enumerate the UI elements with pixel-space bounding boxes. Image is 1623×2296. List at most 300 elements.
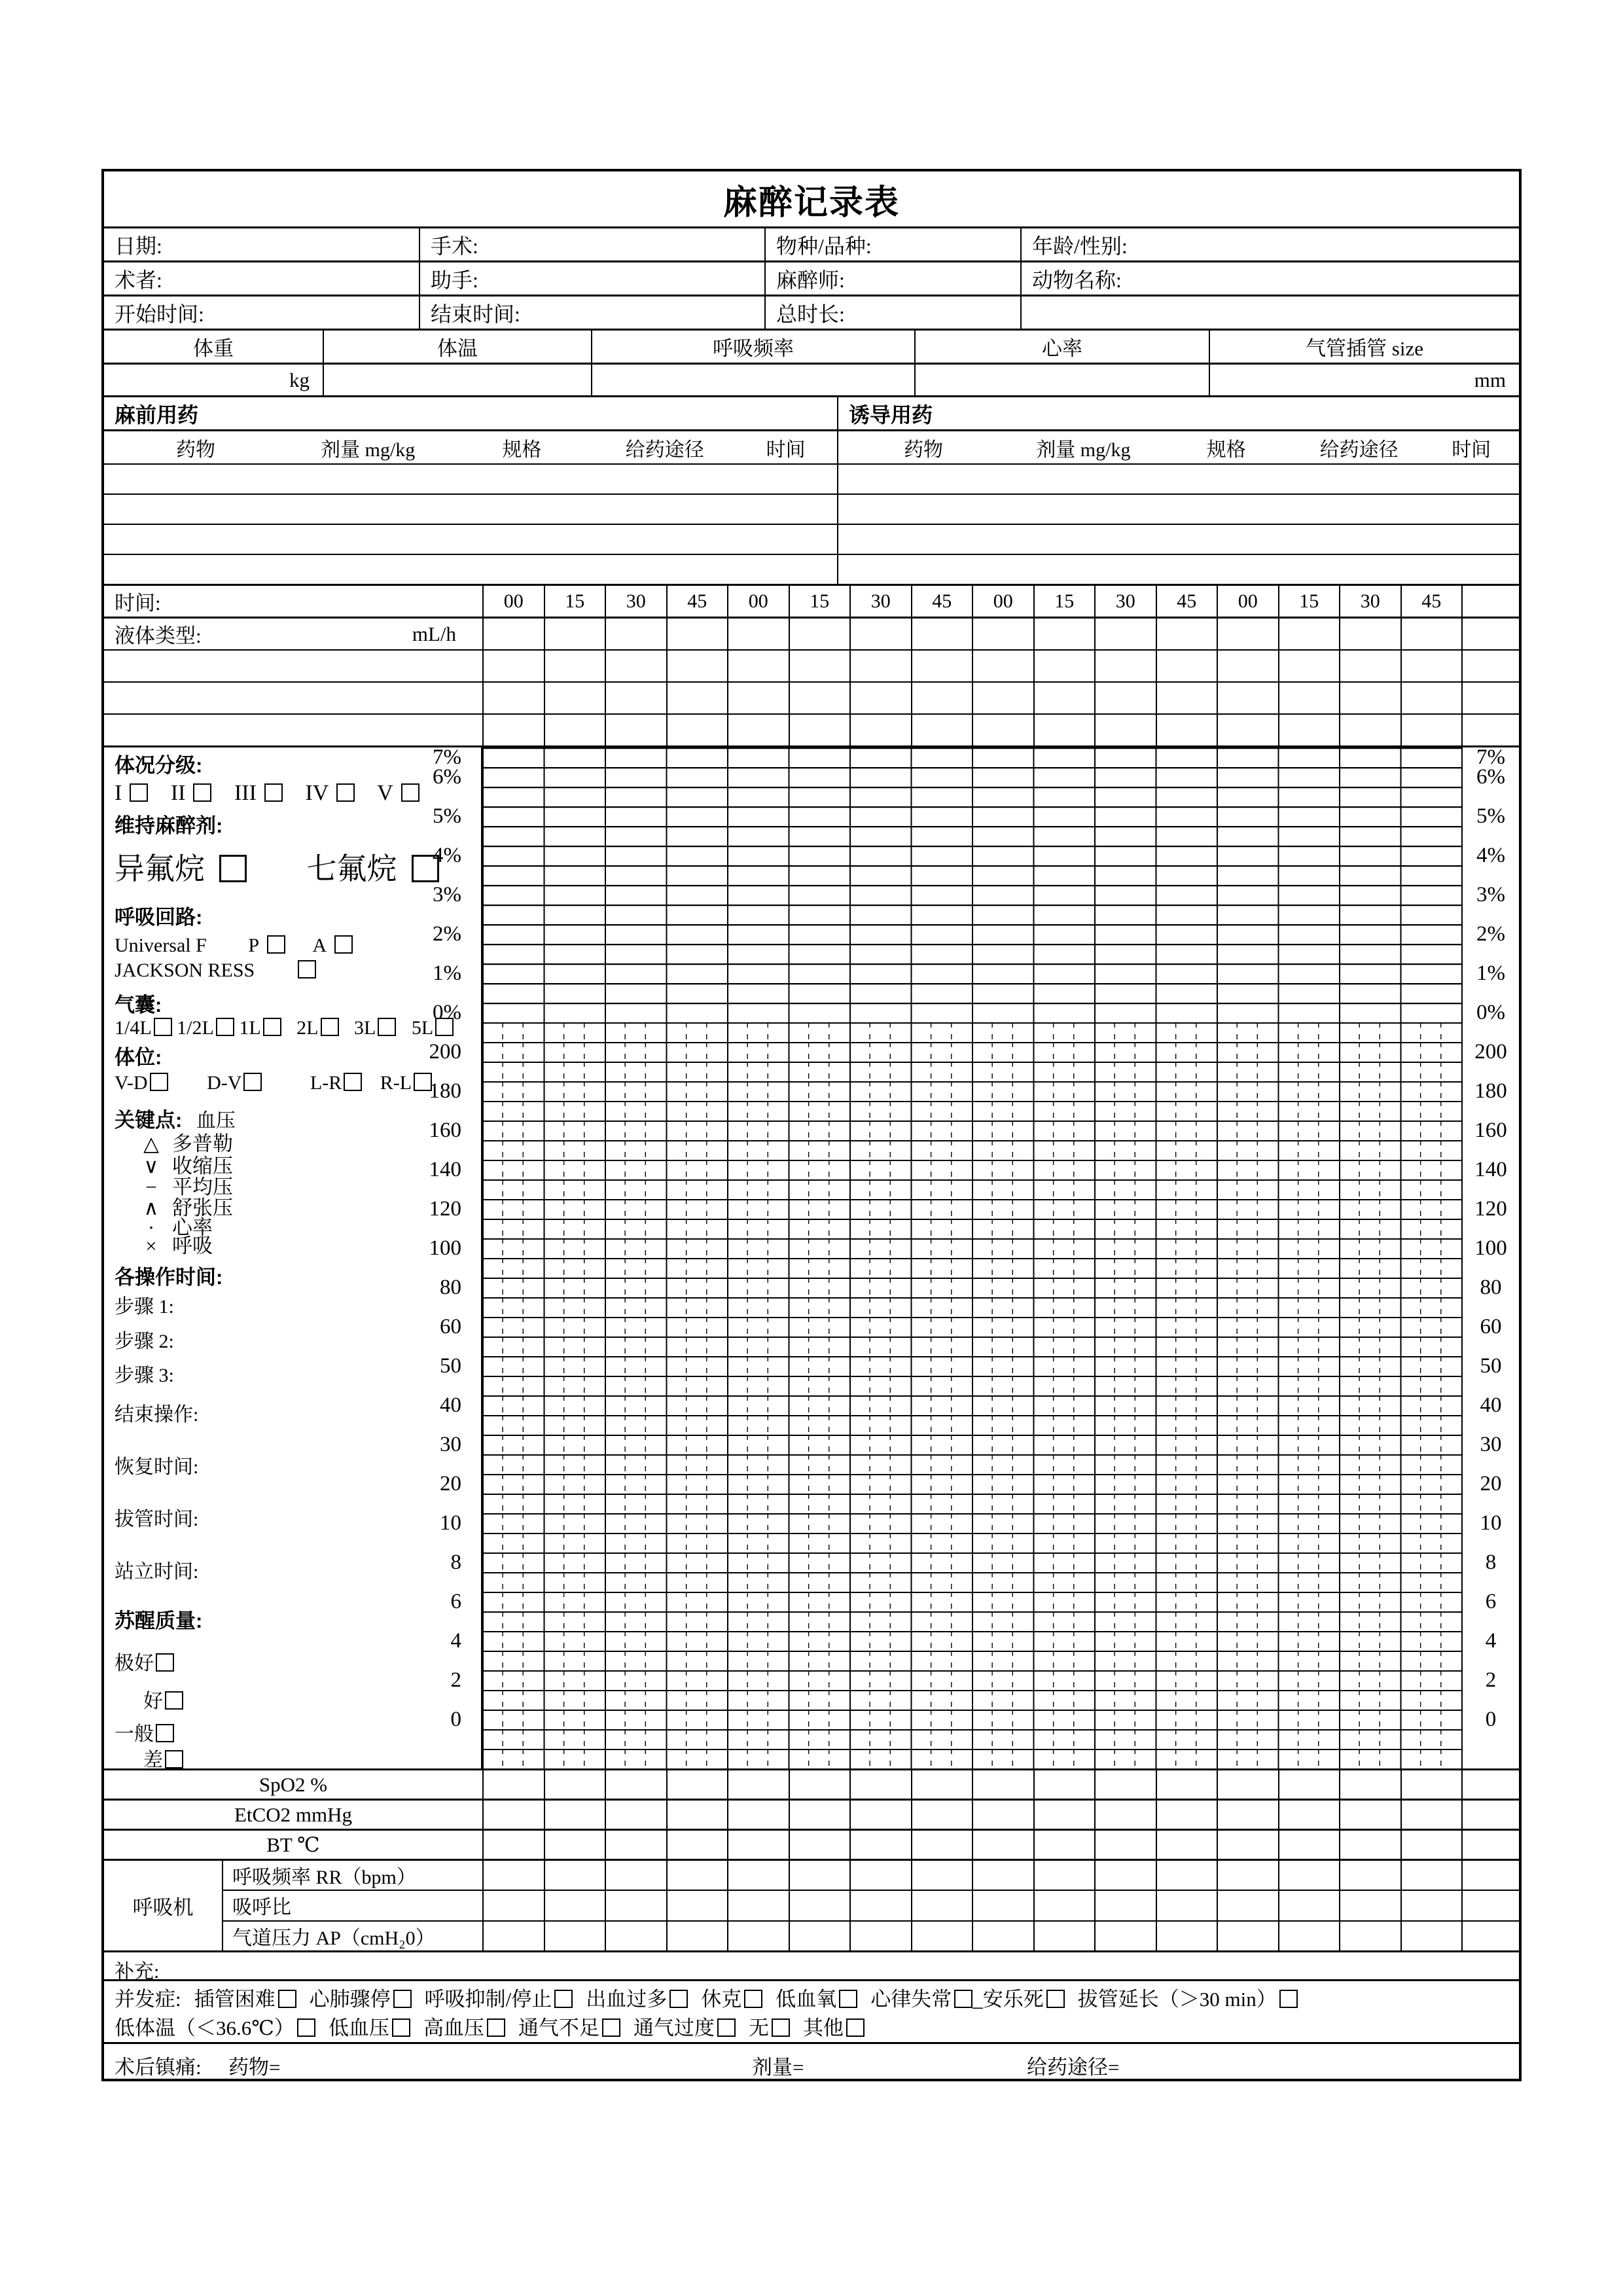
step2-field[interactable]: 步骤 2: [115, 1331, 174, 1352]
checkbox-cardiac-arrest[interactable] [393, 1990, 412, 2008]
bt-entry-cell[interactable] [1278, 1831, 1340, 1859]
fluid-entry-cell[interactable] [911, 619, 972, 649]
bag-1L-checkbox[interactable] [263, 1018, 281, 1036]
axis-label: 60 [440, 1315, 461, 1338]
fluid-entry-cell[interactable] [1339, 651, 1400, 681]
premed-entry-cell[interactable] [104, 525, 837, 554]
ventilator-rr-row [223, 1861, 1519, 1890]
complication-option: 低血压 [329, 2017, 410, 2039]
axis-label: 30 [440, 1433, 461, 1456]
spo2-entry-cell[interactable] [1094, 1770, 1156, 1799]
fluid-entry-cell[interactable] [666, 619, 728, 649]
checkbox-none[interactable] [772, 2018, 790, 2037]
fluid-entry-cell[interactable] [1278, 651, 1340, 681]
route-column-header: 给药途径 [1319, 439, 1399, 461]
bt-entry-cell[interactable] [911, 1831, 972, 1859]
vent-entry-cell[interactable] [727, 1922, 789, 1950]
fluid-entry-cell[interactable] [911, 683, 972, 713]
axis-label: 180 [429, 1079, 461, 1103]
spo2-entry-cell[interactable] [666, 1770, 728, 1799]
vent-entry-cell[interactable] [1400, 1891, 1462, 1920]
bag-halfL-checkbox[interactable] [216, 1018, 234, 1036]
checkbox-hypothermia[interactable] [297, 2018, 315, 2037]
position-option: V-D [115, 1072, 168, 1094]
grade-4-checkbox[interactable] [336, 783, 355, 802]
medication-section-header [104, 395, 1519, 429]
fluid-entry-cell[interactable] [666, 651, 728, 681]
checkbox-other[interactable] [846, 2018, 865, 2037]
time-tick-cells [482, 586, 1461, 617]
axis-label: 180 [1474, 1079, 1507, 1103]
axis-label: 6% [1476, 765, 1505, 789]
axis-label: 1% [433, 961, 461, 985]
induction-entry-cell[interactable] [837, 495, 1519, 524]
vent-entry-cell[interactable] [544, 1891, 605, 1920]
etco2-entry-cell[interactable] [544, 1801, 605, 1829]
fluid-entry-cell[interactable] [849, 715, 911, 745]
checkbox-hypotension[interactable] [392, 2018, 410, 2037]
analgesia-label: 术后镇痛: [115, 2056, 202, 2079]
time-end-cell [1461, 586, 1519, 617]
vent-entry-cell[interactable] [1278, 1891, 1340, 1920]
checkbox-hypoventilation[interactable] [602, 2018, 620, 2037]
vent-entry-cell[interactable] [1094, 1922, 1156, 1950]
fluid-entry-cell[interactable] [482, 715, 544, 745]
fluid-extra-label-cell[interactable] [104, 651, 482, 681]
vent-entry-cell[interactable] [1033, 1922, 1095, 1950]
checkbox-difficult-intubation[interactable] [278, 1990, 296, 2008]
fluid-entry-cell[interactable] [1339, 683, 1400, 713]
fluid-entry-cell[interactable] [1278, 715, 1340, 745]
supplement-label[interactable]: 补充: [115, 1961, 160, 1982]
vent-entry-cell[interactable] [1156, 1891, 1217, 1920]
vent-entry-cell[interactable] [544, 1922, 605, 1950]
vent-entry-cell[interactable] [1278, 1861, 1340, 1890]
right-axis-column [1461, 747, 1519, 1768]
bag-quarterL-checkbox[interactable] [154, 1018, 172, 1036]
axis-label: 4% [1476, 844, 1505, 867]
vent-entry-cell[interactable] [1156, 1861, 1217, 1890]
vent-entry-cell[interactable] [911, 1861, 972, 1890]
vent-entry-cell[interactable] [1033, 1861, 1095, 1890]
surgeon-field[interactable]: 术者: [115, 268, 162, 292]
vent-entry-cell[interactable] [849, 1922, 911, 1950]
standing-time-field[interactable]: 站立时间: [115, 1561, 199, 1583]
spo2-entry-cell[interactable] [789, 1770, 850, 1799]
circuit-line-1: Universal F P A [115, 933, 353, 958]
vent-entry-cell[interactable] [544, 1861, 605, 1890]
vent-entry-cell[interactable] [1217, 1891, 1278, 1920]
vent-entry-cell[interactable] [1094, 1861, 1156, 1890]
fluid-entry-cell[interactable] [789, 715, 850, 745]
vent-entry-cell[interactable] [1033, 1891, 1095, 1920]
recovery-fair-option: 一般 [115, 1721, 174, 1748]
age-sex-field[interactable]: 年龄/性别: [1020, 228, 1519, 260]
fluid-entry-cell[interactable] [911, 715, 972, 745]
premed-entry-cell[interactable] [104, 495, 837, 524]
heart-rate-value-cell[interactable] [914, 365, 1209, 395]
etco2-entry-cell[interactable] [1400, 1801, 1462, 1829]
spo2-entry-cell[interactable] [544, 1770, 605, 1799]
etco2-entry-cell[interactable] [482, 1801, 544, 1829]
etco2-entry-cell[interactable] [666, 1801, 728, 1829]
complication-option: 高血压 [423, 2017, 505, 2039]
bt-entry-cell[interactable] [666, 1831, 728, 1859]
fluid-entry-cell[interactable] [544, 715, 605, 745]
complication-option: 低体温（＜36.6℃） [115, 2017, 315, 2039]
fluid-entry-cell[interactable] [1033, 715, 1095, 745]
analgesia-drug-field[interactable]: 药物= [228, 2056, 281, 2079]
bt-entry-cell[interactable] [1400, 1831, 1462, 1859]
isoflurane-option: 异氟烷 [115, 852, 247, 886]
vent-entry-cell[interactable] [789, 1891, 850, 1920]
fluid-entry-cell[interactable] [1156, 683, 1217, 713]
fluid-entry-cell[interactable] [1156, 619, 1217, 649]
spo2-entry-cell[interactable] [1217, 1770, 1278, 1799]
fluid-entry-cell[interactable] [911, 651, 972, 681]
bt-entry-cell[interactable] [544, 1831, 605, 1859]
position-dv-checkbox[interactable] [243, 1073, 262, 1091]
spo2-entry-cell[interactable] [482, 1770, 544, 1799]
condition-grade-label: 体况分级: [115, 754, 203, 777]
fluid-extra-label-cell[interactable] [104, 715, 482, 745]
fluid-entry-cell[interactable] [1094, 715, 1156, 745]
fluid-entry-cell[interactable] [544, 683, 605, 713]
fluid-extra-label-cell[interactable] [104, 683, 482, 713]
circuit-p-checkbox[interactable] [267, 935, 285, 954]
time-tick-cell: 15 [1278, 586, 1340, 617]
vent-entry-cell[interactable] [789, 1922, 850, 1950]
supplement-row [104, 1950, 1519, 1982]
recovery-poor-checkbox[interactable] [165, 1750, 183, 1768]
vent-entry-cell[interactable] [666, 1861, 728, 1890]
vent-entry-cell[interactable] [1339, 1861, 1400, 1890]
fluid-extra-row [104, 649, 1519, 681]
checkbox-hypoxemia[interactable] [839, 1990, 857, 2008]
fluid-entry-cell[interactable] [544, 651, 605, 681]
fluid-entry-cell[interactable] [605, 619, 666, 649]
spo2-entry-cell[interactable] [727, 1770, 789, 1799]
time-tick-cell: 30 [849, 586, 911, 617]
page-title: 麻醉记录表 [722, 183, 900, 222]
bag-option: 1L [239, 1017, 281, 1039]
spo2-entry-cell[interactable] [1278, 1770, 1340, 1799]
fluid-entry-cell[interactable] [1400, 651, 1462, 681]
animal-name-field[interactable]: 动物名称: [1020, 262, 1519, 295]
fluid-entry-cell[interactable] [605, 715, 666, 745]
grade-2-checkbox[interactable] [193, 783, 211, 802]
recovery-good-checkbox[interactable] [165, 1691, 183, 1710]
fluid-entry-cell[interactable] [1339, 715, 1400, 745]
fluid-entry-cell[interactable] [1278, 683, 1340, 713]
fluid-entry-cell[interactable] [972, 683, 1033, 713]
vent-entry-cell[interactable] [972, 1922, 1033, 1950]
fluid-entry-cell[interactable] [789, 651, 850, 681]
etco2-entry-cell[interactable] [727, 1801, 789, 1829]
vent-entry-cell[interactable] [605, 1861, 666, 1890]
bag-option: 1/4L [115, 1017, 172, 1039]
fluid-end-cell [1461, 715, 1519, 745]
fluid-entry-cell[interactable] [1217, 619, 1278, 649]
induction-entry-cell[interactable] [837, 465, 1519, 493]
grade-option: II [171, 781, 212, 805]
induction-entry-cell[interactable] [837, 555, 1519, 584]
etco2-entry-cell[interactable] [1339, 1801, 1400, 1829]
checkbox-shock[interactable] [744, 1990, 762, 2008]
checkbox-euthanasia[interactable] [1046, 1990, 1065, 2008]
fluid-entry-cell[interactable] [1156, 715, 1217, 745]
recovery-quality-label: 苏醒质量: [115, 1609, 203, 1632]
fluid-entry-cell[interactable] [1033, 683, 1095, 713]
keypoints-line: 关键点: 血压 [115, 1109, 236, 1132]
checkbox-hyperventilation[interactable] [717, 2018, 736, 2037]
fluid-entry-cell[interactable] [482, 651, 544, 681]
chart-section [104, 745, 1519, 1771]
total-duration-field[interactable]: 总时长: [764, 296, 1020, 329]
fluid-entry-cell[interactable] [482, 683, 544, 713]
spo2-entry-cell[interactable] [1339, 1770, 1400, 1799]
fluid-entry-cell[interactable] [1278, 619, 1340, 649]
bt-entry-cell[interactable] [605, 1831, 666, 1859]
bt-entry-cell[interactable] [727, 1831, 789, 1859]
respiratory-rate-value-cell[interactable] [591, 365, 914, 395]
bag-option: 5L [412, 1017, 454, 1039]
fluid-entry-cell[interactable] [1400, 619, 1462, 649]
vent-entry-cell[interactable] [1217, 1861, 1278, 1890]
anesthetist-field[interactable]: 麻醉师: [764, 262, 1020, 295]
grade-1-checkbox[interactable] [130, 783, 148, 802]
fluid-entry-cell[interactable] [1217, 715, 1278, 745]
bt-entry-cell[interactable] [1339, 1831, 1400, 1859]
vent-entry-cell[interactable] [605, 1891, 666, 1920]
vitals-header-row [104, 329, 1519, 363]
spo2-entry-cell[interactable] [972, 1770, 1033, 1799]
medication-entry-row [104, 554, 1519, 584]
position-lr-checkbox[interactable] [344, 1073, 362, 1091]
vent-entry-cell[interactable] [482, 1922, 544, 1950]
induction-entry-cell[interactable] [837, 525, 1519, 554]
vent-entry-cell[interactable] [911, 1891, 972, 1920]
fluid-entry-cell[interactable] [972, 715, 1033, 745]
position-vd-checkbox[interactable] [150, 1073, 168, 1091]
dash-icon: − [145, 1175, 157, 1198]
etco2-entry-cell[interactable] [1217, 1801, 1278, 1829]
ventilator-label: 呼吸机 [132, 1896, 194, 1919]
info-row-3 [104, 295, 1519, 329]
fluid-entry-cell[interactable] [1094, 683, 1156, 713]
checkbox-hypertension[interactable] [487, 2018, 505, 2037]
fluid-entry-cell[interactable] [1400, 715, 1462, 745]
fluid-entry-cell[interactable] [605, 651, 666, 681]
fluid-entry-cell[interactable] [727, 651, 789, 681]
vent-entry-cell[interactable] [911, 1922, 972, 1950]
fluid-entry-cell[interactable] [727, 619, 789, 649]
bt-entry-cell[interactable] [849, 1831, 911, 1859]
checkbox-excessive-bleeding[interactable] [669, 1990, 688, 2008]
vent-entry-cell[interactable] [605, 1922, 666, 1950]
vent-entry-cell[interactable] [1217, 1922, 1278, 1950]
vent-entry-cell[interactable] [482, 1891, 544, 1920]
etco2-entry-cell[interactable] [1094, 1801, 1156, 1829]
etco2-entry-cell[interactable] [1156, 1801, 1217, 1829]
fluid-entry-cell[interactable] [1156, 651, 1217, 681]
vent-entry-cell[interactable] [482, 1861, 544, 1890]
vent-entry-cell[interactable] [727, 1861, 789, 1890]
spo2-entry-cell[interactable] [1033, 1770, 1095, 1799]
etco2-entry-cell[interactable] [605, 1801, 666, 1829]
fluid-entry-cell[interactable] [849, 651, 911, 681]
surgery-field[interactable]: 手术: [419, 228, 764, 260]
bt-entry-cell[interactable] [1094, 1831, 1156, 1859]
fluid-entry-cell[interactable] [666, 683, 728, 713]
circuit-a-checkbox[interactable] [334, 935, 353, 954]
bt-entry-cell[interactable] [789, 1831, 850, 1859]
vent-entry-cell[interactable] [1400, 1922, 1462, 1950]
axis-label: 3% [1476, 883, 1505, 906]
grade-3-checkbox[interactable] [264, 783, 283, 802]
assistant-field[interactable]: 助手: [419, 262, 764, 295]
info-row-2 [104, 260, 1519, 295]
bt-entry-cell[interactable] [1156, 1831, 1217, 1859]
end-op-field[interactable]: 结束操作: [115, 1404, 199, 1426]
date-field[interactable]: 日期: [115, 234, 162, 258]
bag-3L-checkbox[interactable] [378, 1018, 396, 1036]
vent-entry-cell[interactable] [1278, 1922, 1340, 1950]
extubation-time-field[interactable]: 拔管时间: [115, 1509, 199, 1530]
end-cell [1461, 1891, 1519, 1920]
bt-label: BT ℃ [266, 1833, 320, 1856]
vent-entry-cell[interactable] [1156, 1922, 1217, 1950]
vent-entry-cell[interactable] [1339, 1922, 1400, 1950]
analgesia-route-field[interactable]: 给药途径= [1027, 2056, 1120, 2079]
fluid-end-cell [1461, 651, 1519, 681]
weight-header: 体重 [193, 337, 234, 360]
vent-entry-cell[interactable] [849, 1861, 911, 1890]
time-tick-cell: 15 [789, 586, 850, 617]
checkbox-prolonged-extubation[interactable] [1279, 1990, 1298, 2008]
spo2-entry-cell[interactable] [849, 1770, 911, 1799]
fluid-entry-cell[interactable] [1094, 651, 1156, 681]
fluid-entry-cell[interactable] [727, 715, 789, 745]
fluid-entry-cell[interactable] [666, 715, 728, 745]
fluid-entry-cell[interactable] [1217, 683, 1278, 713]
checkbox-respiratory-arrest[interactable] [554, 1990, 573, 2008]
spo2-entry-cell[interactable] [1156, 1770, 1217, 1799]
chevron-up-icon: ∧ [143, 1196, 159, 1219]
step3-field[interactable]: 步骤 3: [115, 1365, 174, 1386]
species-field[interactable]: 物种/品种: [764, 228, 1020, 260]
bt-entry-cell[interactable] [482, 1831, 544, 1859]
complications-row [104, 1979, 1519, 2042]
etco2-entry-cell[interactable] [972, 1801, 1033, 1829]
start-time-field[interactable]: 开始时间: [115, 302, 204, 326]
fluid-entry-cell[interactable] [1339, 619, 1400, 649]
weight-value-cell[interactable]: kg [289, 368, 310, 391]
fluid-entry-cell[interactable] [544, 619, 605, 649]
axis-label: 1% [1476, 961, 1505, 985]
end-cell [1461, 1770, 1519, 1799]
fluid-entry-cell[interactable] [1033, 651, 1095, 681]
fluid-entry-cell[interactable] [605, 683, 666, 713]
vent-entry-cell[interactable] [727, 1891, 789, 1920]
grade-5-checkbox[interactable] [401, 783, 419, 802]
vent-entry-cell[interactable] [789, 1861, 850, 1890]
bag-2L-checkbox[interactable] [321, 1018, 339, 1036]
complication-option: 通气不足 [518, 2017, 620, 2039]
end-time-field[interactable]: 结束时间: [419, 296, 764, 329]
vent-entry-cell[interactable] [972, 1861, 1033, 1890]
grade-option: III [234, 781, 283, 805]
monitoring-grid[interactable] [482, 747, 1461, 1768]
recovery-time-field[interactable]: 恢复时间: [115, 1456, 199, 1478]
spo2-entry-cell[interactable] [605, 1770, 666, 1799]
vent-entry-cell[interactable] [1339, 1891, 1400, 1920]
vent-entry-cell[interactable] [1400, 1861, 1462, 1890]
et-tube-value-cell[interactable]: mm [1209, 365, 1519, 395]
fluid-entry-cell[interactable] [1217, 651, 1278, 681]
axis-label: 80 [1480, 1276, 1502, 1299]
step1-field[interactable]: 步骤 1: [115, 1296, 174, 1318]
fluid-entry-cell[interactable] [789, 619, 850, 649]
position-label: 体位: [115, 1046, 162, 1069]
premed-entry-cell[interactable] [104, 465, 837, 493]
etco2-entry-cell[interactable] [849, 1801, 911, 1829]
fluid-entry-cell[interactable] [789, 683, 850, 713]
checkbox-arrhythmia[interactable] [954, 1990, 972, 2008]
fluid-entry-cell[interactable] [849, 683, 911, 713]
analgesia-dose-field[interactable]: 剂量= [752, 2056, 804, 2079]
fluid-entry-cell[interactable] [727, 683, 789, 713]
vent-entry-cell[interactable] [849, 1891, 911, 1920]
bt-entry-cell[interactable] [972, 1831, 1033, 1859]
info-empty-cell [1020, 296, 1519, 329]
recovery-excellent-checkbox[interactable] [156, 1653, 174, 1672]
premed-entry-cell[interactable] [104, 555, 837, 584]
isoflurane-checkbox[interactable] [219, 855, 247, 882]
vent-entry-cell[interactable] [1094, 1891, 1156, 1920]
fluid-entry-cell[interactable] [972, 619, 1033, 649]
recovery-fair-checkbox[interactable] [156, 1724, 174, 1742]
fluid-entry-cell[interactable] [482, 619, 544, 649]
circuit-line-2: JACKSON RESS [115, 958, 316, 983]
etco2-entry-cell[interactable] [1278, 1801, 1340, 1829]
vent-entry-cell[interactable] [666, 1922, 728, 1950]
spo2-entry-cell[interactable] [1400, 1770, 1462, 1799]
etco2-entry-cell[interactable] [1033, 1801, 1095, 1829]
temperature-value-cell[interactable] [323, 365, 591, 395]
axis-label: 100 [429, 1236, 461, 1260]
vent-entry-cell[interactable] [972, 1891, 1033, 1920]
premed-label: 麻前用药 [115, 403, 199, 427]
axis-label: 200 [429, 1040, 461, 1064]
bt-entry-cell[interactable] [1217, 1831, 1278, 1859]
axis-label: 8 [1485, 1551, 1497, 1574]
x-icon: × [145, 1234, 157, 1257]
fluid-entry-cell[interactable] [1094, 619, 1156, 649]
vent-entry-cell[interactable] [666, 1891, 728, 1920]
etco2-entry-cell[interactable] [911, 1801, 972, 1829]
spo2-entry-cell[interactable] [911, 1770, 972, 1799]
bt-entry-cell[interactable] [1033, 1831, 1095, 1859]
etco2-entry-cell[interactable] [789, 1801, 850, 1829]
fluid-entry-cell[interactable] [1033, 619, 1095, 649]
fluid-entry-cell[interactable] [849, 619, 911, 649]
complication-option: 插管困难 [194, 1988, 296, 2011]
axis-label: 140 [429, 1158, 461, 1181]
jackson-rees-checkbox[interactable] [298, 960, 316, 978]
fluid-entry-cell[interactable] [1400, 683, 1462, 713]
fluid-entry-cell[interactable] [972, 651, 1033, 681]
